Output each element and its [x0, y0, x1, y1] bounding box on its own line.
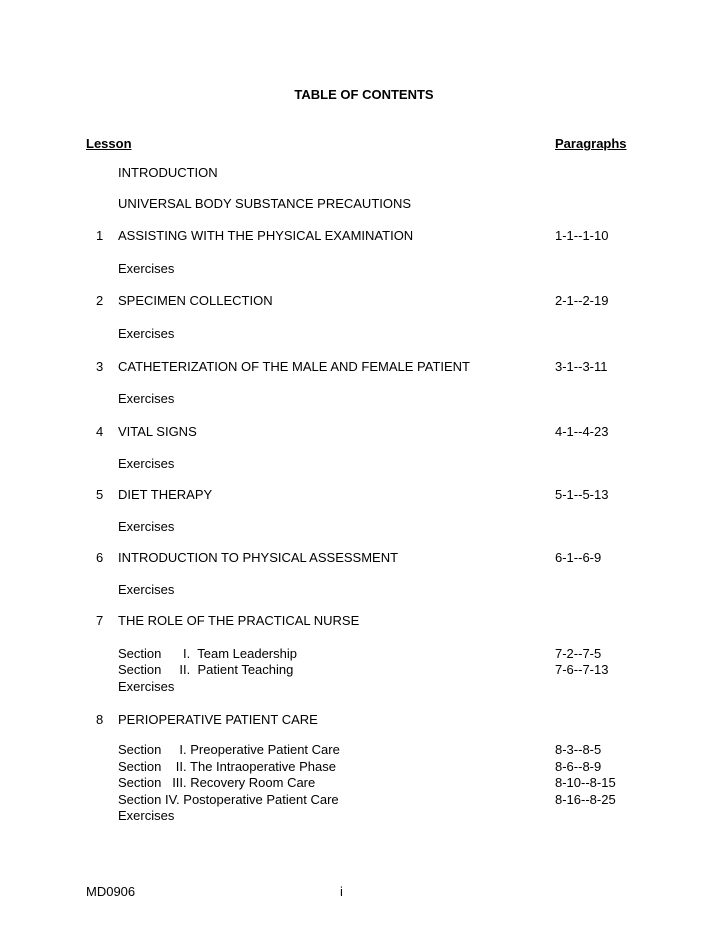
entry-title: Exercises — [118, 456, 175, 471]
toc-entry — [0, 358, 728, 375]
entry-title: UNIVERSAL BODY SUBSTANCE PRECAUTIONS — [118, 196, 412, 211]
toc-entry — [0, 227, 728, 244]
paragraph-range: 4-1--4-23 — [555, 424, 609, 439]
toc-entry — [0, 486, 728, 503]
lesson-number: 6 — [96, 550, 104, 565]
toc-entry — [0, 612, 728, 629]
entry-title: Section III. Recovery Room Care — [118, 775, 316, 790]
entry-title: PERIOPERATIVE PATIENT CARE — [118, 712, 318, 727]
paragraphs-column-header: Paragraphs — [555, 136, 627, 151]
paragraph-range: 6-1--6-9 — [555, 550, 602, 565]
paragraph-range: 7-6--7-13 — [555, 662, 609, 677]
toc-entry — [0, 390, 728, 407]
entry-title: INTRODUCTION — [118, 165, 218, 180]
lesson-number: 1 — [96, 228, 104, 243]
toc-entry — [0, 195, 728, 212]
toc-entry — [0, 791, 728, 808]
paragraph-range: 3-1--3-11 — [555, 359, 608, 374]
toc-entry — [0, 292, 728, 309]
toc-entry — [0, 549, 728, 566]
toc-entry — [0, 260, 728, 277]
entry-title: Exercises — [118, 261, 175, 276]
paragraph-range: 8-6--8-9 — [555, 759, 602, 774]
entry-title: Section IV. Postoperative Patient Care — [118, 792, 339, 807]
entry-title: THE ROLE OF THE PRACTICAL NURSE — [118, 613, 360, 628]
toc-entry — [0, 325, 728, 342]
paragraph-range: 8-16--8-25 — [555, 792, 616, 807]
toc-entry — [0, 518, 728, 535]
entry-title: VITAL SIGNS — [118, 424, 197, 439]
toc-entry — [0, 758, 728, 775]
toc-entry — [0, 678, 728, 695]
entry-title: DIET THERAPY — [118, 487, 213, 502]
paragraph-range: 7-2--7-5 — [555, 646, 602, 661]
toc-entry — [0, 645, 728, 662]
entry-title: INTRODUCTION TO PHYSICAL ASSESSMENT — [118, 550, 399, 565]
paragraph-range: 2-1--2-19 — [555, 293, 609, 308]
toc-entry — [0, 581, 728, 598]
entry-title: Section I. Preoperative Patient Care — [118, 742, 340, 757]
lesson-number: 4 — [96, 424, 104, 439]
toc-entry — [0, 774, 728, 791]
entry-title: SPECIMEN COLLECTION — [118, 293, 273, 308]
paragraph-range: 8-3--8-5 — [555, 742, 602, 757]
toc-entry — [0, 661, 728, 678]
footer-document-id: MD0906 — [86, 884, 136, 899]
entry-title: Exercises — [118, 582, 175, 597]
entry-title: Exercises — [118, 808, 175, 823]
entry-title: Exercises — [118, 679, 175, 694]
paragraph-range: 8-10--8-15 — [555, 775, 616, 790]
entry-title: Exercises — [118, 326, 175, 341]
footer-page-number: i — [340, 884, 343, 899]
lesson-column-header: Lesson — [86, 136, 132, 151]
toc-entry — [0, 741, 728, 758]
toc-entry — [0, 807, 728, 824]
entry-title: Exercises — [118, 519, 175, 534]
lesson-number: 3 — [96, 359, 104, 374]
entry-title: CATHETERIZATION OF THE MALE AND FEMALE PATIENT — [118, 359, 471, 374]
toc-entry — [0, 423, 728, 440]
paragraph-range: 1-1--1-10 — [555, 228, 609, 243]
entry-title: Section II. Patient Teaching — [118, 662, 294, 677]
lesson-number: 7 — [96, 613, 104, 628]
toc-entry — [0, 711, 728, 728]
toc-entry — [0, 455, 728, 472]
paragraph-range: 5-1--5-13 — [555, 487, 609, 502]
toc-entry — [0, 164, 728, 181]
entry-title: Section I. Team Leadership — [118, 646, 297, 661]
page-title: TABLE OF CONTENTS — [294, 87, 434, 102]
lesson-number: 5 — [96, 487, 104, 502]
lesson-number: 2 — [96, 293, 104, 308]
entry-title: ASSISTING WITH THE PHYSICAL EXAMINATION — [118, 228, 414, 243]
lesson-number: 8 — [96, 712, 104, 727]
entry-title: Exercises — [118, 391, 175, 406]
entry-title: Section II. The Intraoperative Phase — [118, 759, 336, 774]
